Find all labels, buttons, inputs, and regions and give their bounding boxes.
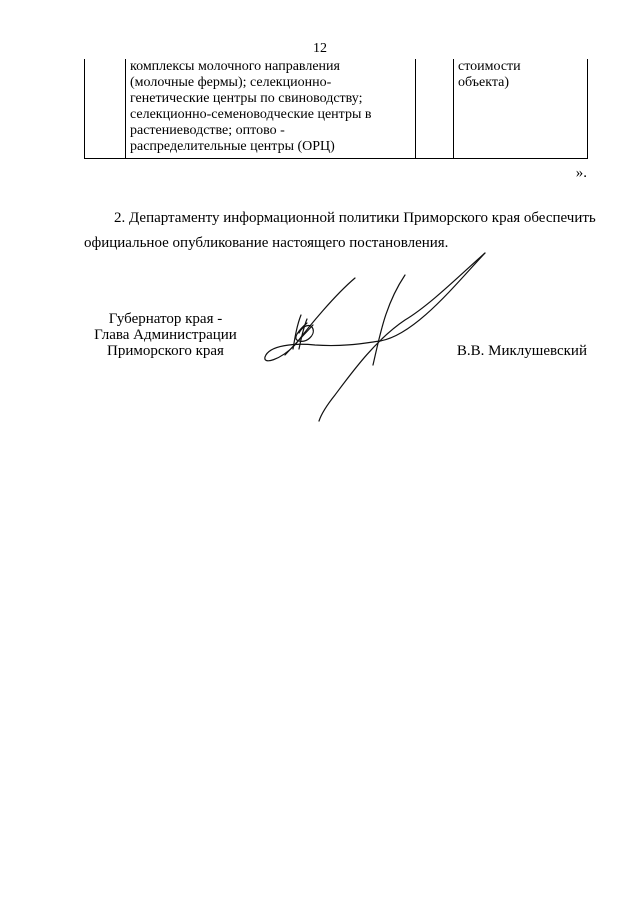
signer-title-line: Приморского края bbox=[107, 343, 224, 359]
table-cell-cost bbox=[454, 59, 588, 159]
signer-title bbox=[80, 311, 251, 359]
table-cell-line: (молочные фермы); селекционно- bbox=[130, 75, 332, 90]
table-cell-line: объекта) bbox=[458, 75, 510, 90]
table-cell-line: растениеводстве; оптово - bbox=[130, 123, 285, 138]
signer-title-line: Глава Администрации bbox=[94, 327, 237, 343]
table-row bbox=[85, 59, 588, 159]
table-cell-line: селекционно-семеноводческие центры в bbox=[130, 107, 372, 122]
table-cell-objects bbox=[126, 59, 416, 159]
handwritten-signature bbox=[255, 245, 495, 425]
signer-name: В.В. Миклушевский bbox=[456, 343, 587, 359]
table-cell-line: генетические центры по свиноводству; bbox=[130, 91, 363, 106]
table-cell-line: комплексы молочного направления bbox=[130, 59, 340, 74]
page-number: 12 bbox=[313, 41, 327, 56]
continued-table bbox=[84, 59, 588, 159]
signer-title-line: Губернатор края - bbox=[108, 311, 223, 327]
quote-close: ». bbox=[575, 165, 587, 181]
paragraph-line: 2. Департаменту информационной политики Приморского края обеспечить bbox=[114, 210, 596, 226]
table-cell-line: распределительные центры (ОРЦ) bbox=[130, 139, 335, 154]
table-cell-line: стоимости bbox=[458, 59, 521, 74]
table-cell-empty bbox=[416, 59, 454, 159]
table-cell-number bbox=[85, 59, 126, 159]
paragraph-line: официальное опубликование настоящего постановления. bbox=[84, 235, 449, 251]
